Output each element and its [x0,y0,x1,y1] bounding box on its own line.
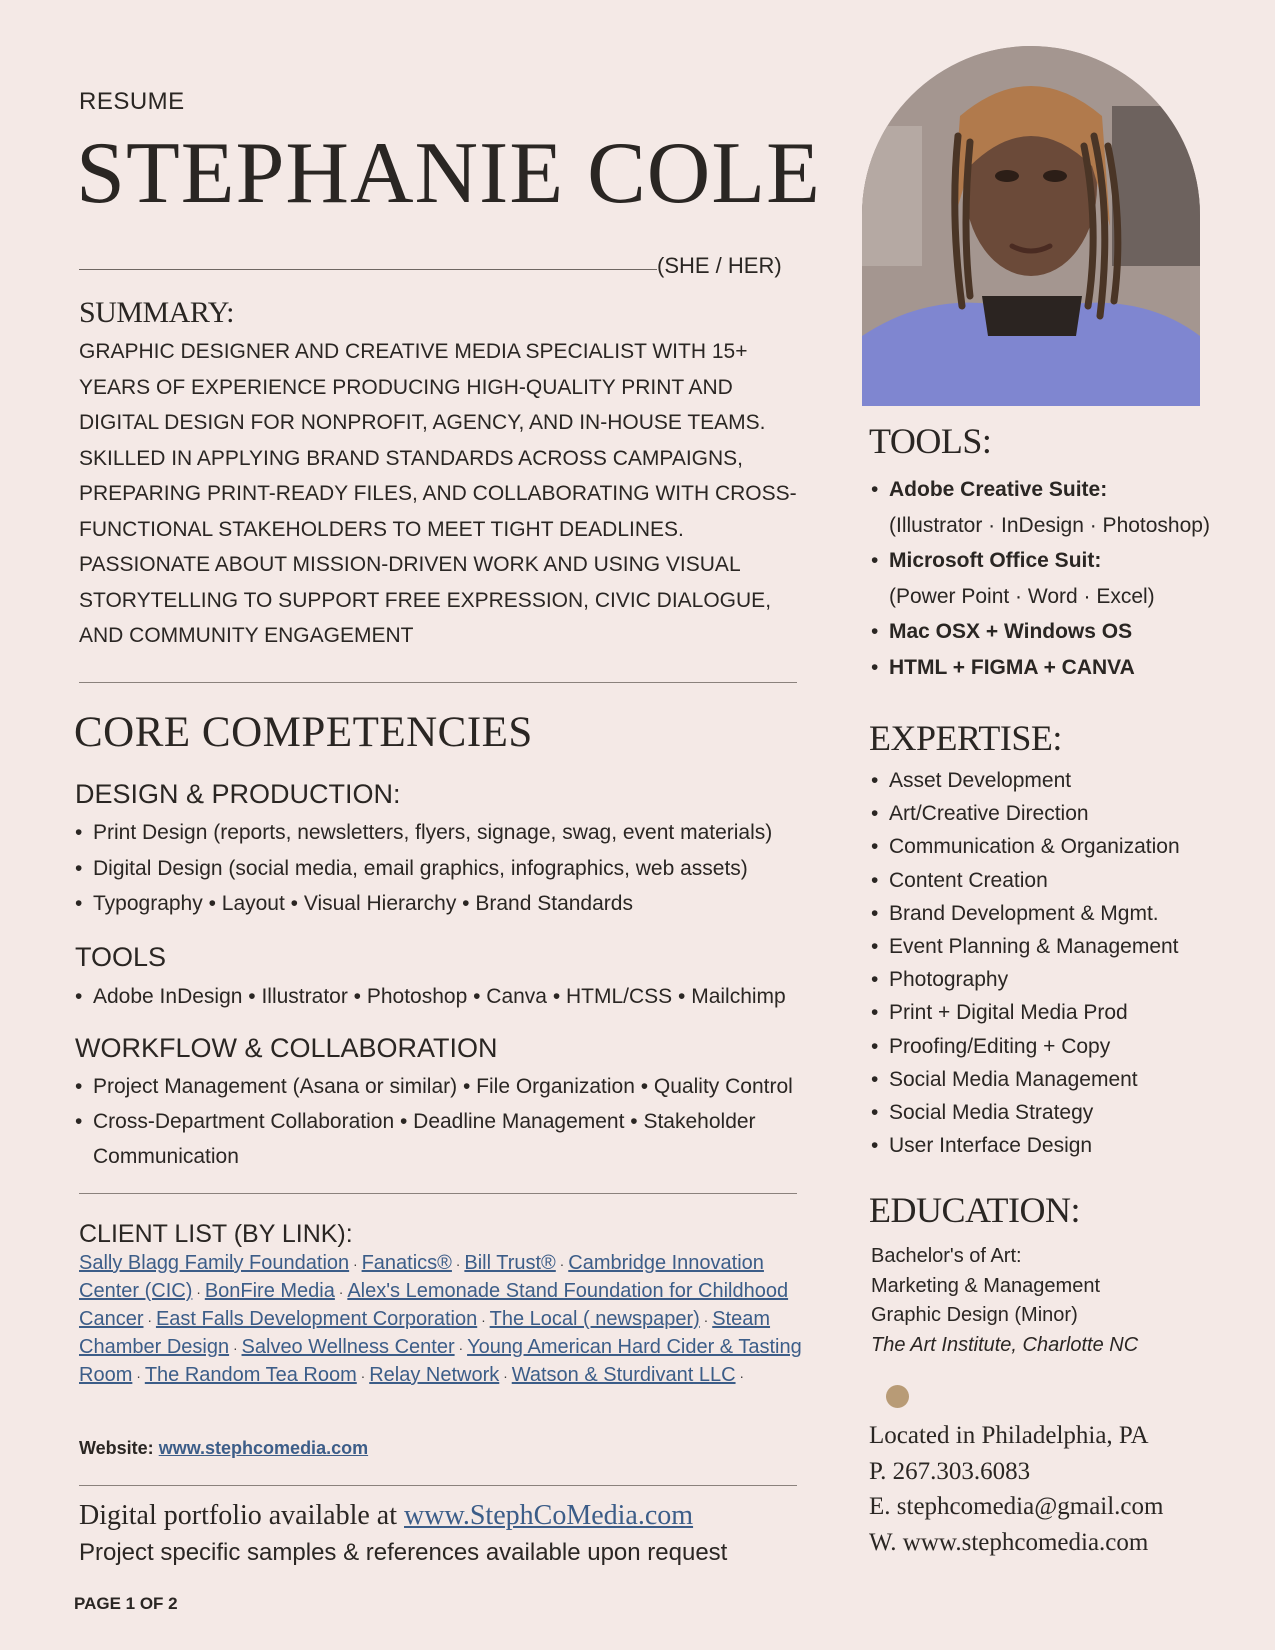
client-link[interactable]: Bill Trust® [464,1252,556,1274]
client-link[interactable]: East Falls Development Corporation [155,1308,478,1330]
client-separator: · [699,1312,713,1328]
tool-item [871,472,1231,543]
client-link[interactable]: Steam Chamber Design [79,1308,771,1358]
client-list-title: CLIENT LIST (BY LINK): [79,1220,353,1248]
design-production-list [75,815,835,922]
expertise-item: • Communication & Organization [871,830,1231,863]
client-separator: · [349,1256,362,1272]
expertise-item: • Event Planning & Management [871,930,1231,963]
client-separator: · [735,1368,745,1384]
client-separator: · [499,1368,512,1384]
client-separator: · [192,1284,205,1300]
list-item: • Print Design (reports, newsletters, flyers, signage, swag, event materials) [75,815,835,851]
workflow-list [75,1069,835,1174]
client-separator: · [143,1312,156,1328]
samples-note: Project specific samples & references available upon request [79,1539,728,1566]
client-link[interactable]: Alex's Lemonade Stand Foundation for Childhood Cancer [79,1280,789,1330]
candidate-name: STEPHANIE COLE [76,125,821,222]
client-list [79,1250,824,1390]
website-link[interactable]: www.stephcomedia.com [158,1438,369,1458]
expertise-item: • Photography [871,963,1231,996]
education-school: The Art Institute, Charlotte NC [871,1333,1139,1356]
tool-name: Microsoft Office Suit: [889,549,1102,572]
section-divider [79,1485,797,1486]
tool-name: Mac OSX + Windows OS [889,620,1133,643]
website-label: Website: [79,1438,154,1458]
client-separator: · [454,1340,468,1356]
portfolio-line [79,1500,693,1532]
contact-web[interactable]: W. www.stephcomedia.com [869,1528,1149,1556]
expertise-item: • Social Media Management [871,1063,1231,1096]
expertise-item: • Asset Development [871,764,1231,797]
expertise-item: • Content Creation [871,864,1231,897]
list-item: • Cross-Department Collaboration • Deadline Management • Stakeholder Communication [75,1104,835,1174]
client-separator: · [356,1368,370,1384]
portfolio-link[interactable]: www.StephCoMedia.com [404,1500,694,1531]
location-dot-icon [886,1385,909,1408]
education-major: Marketing & Management [871,1274,1101,1297]
tool-item [871,650,1231,686]
client-link[interactable]: BonFire Media [204,1280,335,1302]
client-link[interactable]: Fanatics® [361,1252,452,1274]
client-link[interactable]: Cambridge Innovation Center (CIC) [79,1252,764,1302]
sidebar-tools-list [871,472,1231,685]
expertise-item: • Brand Development & Mgmt. [871,897,1231,930]
client-link[interactable]: Young American Hard Cider & Tasting Room [79,1336,802,1386]
client-separator: · [477,1312,490,1328]
portfolio-text: Digital portfolio available at [79,1500,398,1531]
education-minor: Graphic Design (Minor) [871,1304,1078,1326]
tools-heading: TOOLS [75,942,167,972]
section-divider [79,682,797,683]
education-details [871,1242,1138,1360]
summary-text: GRAPHIC DESIGNER AND CREATIVE MEDIA SPECIALIST WITH 15+ YEARS OF EXPERIENCE PRODUCING HIGH-QUALITY PRINT AND DIGITAL DESIGN FOR NONPROFIT, AGENCY, AND IN-HOUSE TEAMS. SKILLED IN APPLYING BRAND STANDARDS ACROSS CAMPAIGNS, PREPARING PRINT-READY FILES, AND COLLABORATING WITH CROSS-FUNCTIONAL STAKEHOLDERS TO MEET TIGHT DEADLINES. PASSIONATE ABOUT MISSION-DRIVEN WORK AND USING VISUAL STORYTELLING TO SUPPORT FREE EXPRESSION, CIVIC DIALOGUE, AND COMMUNITY ENGAGEMENT [79,340,797,647]
summary-title: SUMMARY: [79,296,234,329]
section-divider [79,1193,797,1194]
website-row [79,1438,368,1459]
client-link[interactable]: Sally Blagg Family Foundation [79,1252,350,1274]
client-link[interactable]: The Local ( newspaper) [489,1308,700,1330]
client-separator: · [334,1284,348,1300]
client-separator: · [229,1340,242,1356]
expertise-item: • Proofing/Editing + Copy [871,1030,1231,1063]
resume-label: RESUME [79,88,185,115]
contact-info [869,1418,1163,1560]
portrait-illustration [862,46,1200,406]
expertise-list [871,764,1231,1162]
tools-list [75,979,835,1015]
pronouns: (SHE / HER) [657,253,782,278]
client-link[interactable]: Relay Network [369,1364,500,1386]
contact-location: Located in Philadelphia, PA [869,1422,1149,1449]
client-link[interactable]: The Random Tea Room [144,1364,357,1386]
expertise-item: • Art/Creative Direction [871,797,1231,830]
client-separator: · [555,1256,569,1272]
client-separator: · [132,1368,145,1384]
client-link[interactable]: Watson & Sturdivant LLC [511,1364,736,1386]
tool-name: HTML + FIGMA + CANVA [889,655,1135,679]
client-separator: · [451,1256,465,1272]
tool-name: Adobe Creative Suite: [889,478,1108,501]
education-title: EDUCATION: [869,1190,1080,1230]
workflow-heading: WORKFLOW & COLLABORATION [75,1033,498,1063]
tool-item [871,543,1231,614]
expertise-title: EXPERTISE: [869,718,1062,758]
name-divider [79,269,657,270]
profile-photo [862,46,1200,406]
education-degree: Bachelor's of Art: [871,1245,1022,1267]
list-item: • Typography • Layout • Visual Hierarchy • Brand Standards [75,886,835,922]
list-item: • Adobe InDesign • Illustrator • Photoshop • Canva • HTML/CSS • Mailchimp [75,979,835,1015]
sidebar-tools-title: TOOLS: [869,421,992,461]
tool-detail: (Illustrator · InDesign · Photoshop) [889,513,1210,537]
list-item: • Digital Design (social media, email graphics, infographics, web assets) [75,851,835,887]
contact-email[interactable]: E. stephcomedia@gmail.com [869,1493,1164,1520]
tool-item [871,614,1231,650]
design-production-heading: DESIGN & PRODUCTION: [75,779,401,809]
page-number: PAGE 1 OF 2 [74,1594,178,1613]
contact-phone[interactable]: P. 267.303.6083 [869,1457,1031,1485]
client-link[interactable]: Salveo Wellness Center [241,1336,455,1358]
list-item: • Project Management (Asana or similar) • File Organization • Quality Control [75,1069,835,1104]
tool-detail: (Power Point · Word · Excel) [889,584,1155,608]
core-competencies-title: CORE COMPETENCIES [74,709,533,756]
expertise-item: • Social Media Strategy [871,1096,1231,1129]
expertise-item: • Print + Digital Media Prod [871,996,1231,1029]
expertise-item: • User Interface Design [871,1129,1231,1162]
